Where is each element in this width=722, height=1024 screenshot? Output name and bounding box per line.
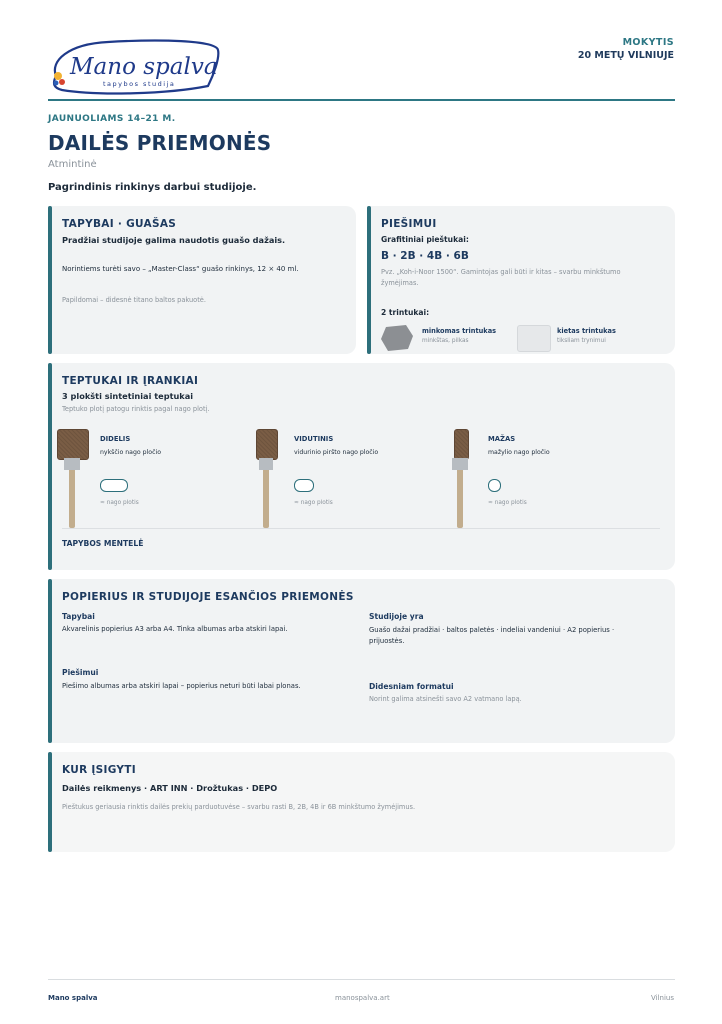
brush-small-nail-label: ≈ nago plotis (488, 500, 527, 506)
logo-mark (48, 36, 224, 96)
footer-city: Vilnius (651, 994, 674, 1002)
brush-small-desc: mažylio nago pločio (488, 449, 550, 456)
footer-website[interactable]: manospalva.art (335, 994, 390, 1002)
larger-format-title: Didesniam formatui (369, 682, 454, 691)
paper-heading: POPIERIUS IR STUDIJOJE ESANČIOS PRIEMONĖS (62, 591, 354, 603)
tagline-line-2: 20 METŲ VILNIUJE (577, 50, 674, 61)
brush-medium-name: VIDUTINIS (294, 435, 334, 443)
tagline-line-1: MOKYTIS (622, 37, 674, 48)
brushes-heading: TEPTUKAI IR ĮRANKIAI (62, 375, 199, 387)
brush-medium-nail-label: ≈ nago plotis (294, 500, 333, 506)
header-rule (48, 99, 675, 101)
where-heading: KUR ĮSIGYTI (62, 764, 136, 776)
drawing-card (367, 206, 675, 354)
hard-eraser-icon (517, 325, 551, 352)
paper-drawing-title: Piešimui (62, 668, 99, 677)
soft-eraser-name: minkomas trintukas (422, 327, 497, 335)
soft-eraser-icon (380, 324, 414, 352)
medium-nail-icon (294, 479, 314, 492)
small-brush-head (454, 429, 469, 460)
brush-large-name: DIDELIS (100, 435, 131, 443)
small-brush-handle (457, 470, 463, 528)
pencils-label: Grafitiniai pieštukai: (381, 235, 469, 244)
card-accent-bar (48, 579, 52, 743)
brushes-card (48, 363, 675, 570)
brush-medium-desc: vidurinio piršto nago pločio (294, 449, 379, 456)
medium-brush-handle (263, 470, 269, 528)
where-note: Pieštukus geriausia rinktis dailės prekių parduotuvėse – svarbu rasti B, 2B, 4B ir 6B minkštumo žymėjimus. (62, 803, 416, 811)
logo-subtitle: tapybos studija (103, 80, 176, 88)
paper-painting-title: Tapybai (62, 612, 95, 621)
painting-note: Papildomai – didesnė titano baltos pakuotė. (62, 296, 206, 304)
paper-drawing-text: Piešimo albumas arba atskiri lapai – popierius neturi būti labai plonas. (62, 682, 301, 690)
small-brush-ferrule (452, 458, 468, 470)
pencils-note: Pvz. „Koh-i-Noor 1500“. Gamintojas gali būti ir kitas – svarbu minkštumo žymėjimas. (381, 268, 621, 287)
medium-brush-head (256, 429, 278, 460)
painting-lead: Pradžiai studijoje galima naudotis guašo dažais. (62, 235, 286, 245)
brush-small-name: MAŽAS (488, 435, 516, 443)
hard-eraser-desc: tiksliam trynimui (557, 338, 606, 344)
logo (48, 36, 224, 96)
pencil-grades: B · 2B · 4B · 6B (381, 250, 469, 262)
studio-has-text: Guašo dažai pradžiai · baltos paletės · indeliai vandeniui · A2 popierius · prijuostės. (369, 626, 615, 645)
large-brush-handle (69, 470, 75, 528)
studio-has-title: Studijoje yra (369, 612, 424, 621)
page-title: DAILĖS PRIEMONĖS (48, 131, 272, 155)
card-accent-bar (48, 206, 52, 354)
page-subtitle: Atmintinė (48, 159, 97, 170)
painting-heading: TAPYBAI · GUAŠAS (62, 218, 177, 230)
painting-text: Norintiems turėti savo – „Master-Class“ guašo rinkinys, 12 × 40 ml. (62, 265, 299, 273)
shops-list: Dailės reikmenys · ART INN · Drožtukas · DEPO (62, 783, 278, 793)
soft-eraser-desc: minkštas, pilkas (422, 338, 469, 344)
painting-card (48, 206, 356, 354)
paper-card (48, 579, 675, 743)
brush-large-desc: nykščio nago pločio (100, 449, 161, 456)
card-accent-bar (48, 752, 52, 852)
drawing-heading: PIEŠIMUI (381, 218, 437, 230)
brushes-lead: 3 plokšti sintetiniai teptukai (62, 391, 194, 401)
card-accent-bar (367, 206, 371, 354)
palette-knife-label: TAPYBOS MENTELĖ (62, 539, 144, 548)
brush-large-nail-label: ≈ nago plotis (100, 500, 139, 506)
age-kicker: JAUNUOLIAMS 14–21 M. (48, 114, 176, 124)
tagline (578, 36, 674, 62)
hard-eraser-name: kietas trintukas (557, 327, 616, 335)
logo-title: Mano spalva (70, 54, 218, 80)
large-brush-head (57, 429, 89, 460)
large-nail-icon (100, 479, 128, 492)
brushes-divider (62, 528, 660, 529)
small-nail-icon (488, 479, 501, 492)
erasers-label: 2 trintukai: (381, 308, 430, 317)
brushes-sub: Teptuko plotį patogu rinktis pagal nago plotį. (62, 405, 210, 413)
larger-format-text: Norint galima atsinešti savo A2 vatmano lapą. (369, 695, 522, 703)
footer-brand: Mano spalva (48, 994, 98, 1002)
large-brush-ferrule (64, 458, 80, 470)
footer-rule (48, 979, 675, 980)
card-accent-bar (48, 363, 52, 570)
paper-painting-text: Akvarelinis popierius A3 arba A4. Tinka albumas arba atskiri lapai. (62, 625, 288, 633)
where-card (48, 752, 675, 852)
intro-text: Pagrindinis rinkinys darbui studijoje. (48, 182, 257, 193)
medium-brush-ferrule (259, 458, 273, 470)
